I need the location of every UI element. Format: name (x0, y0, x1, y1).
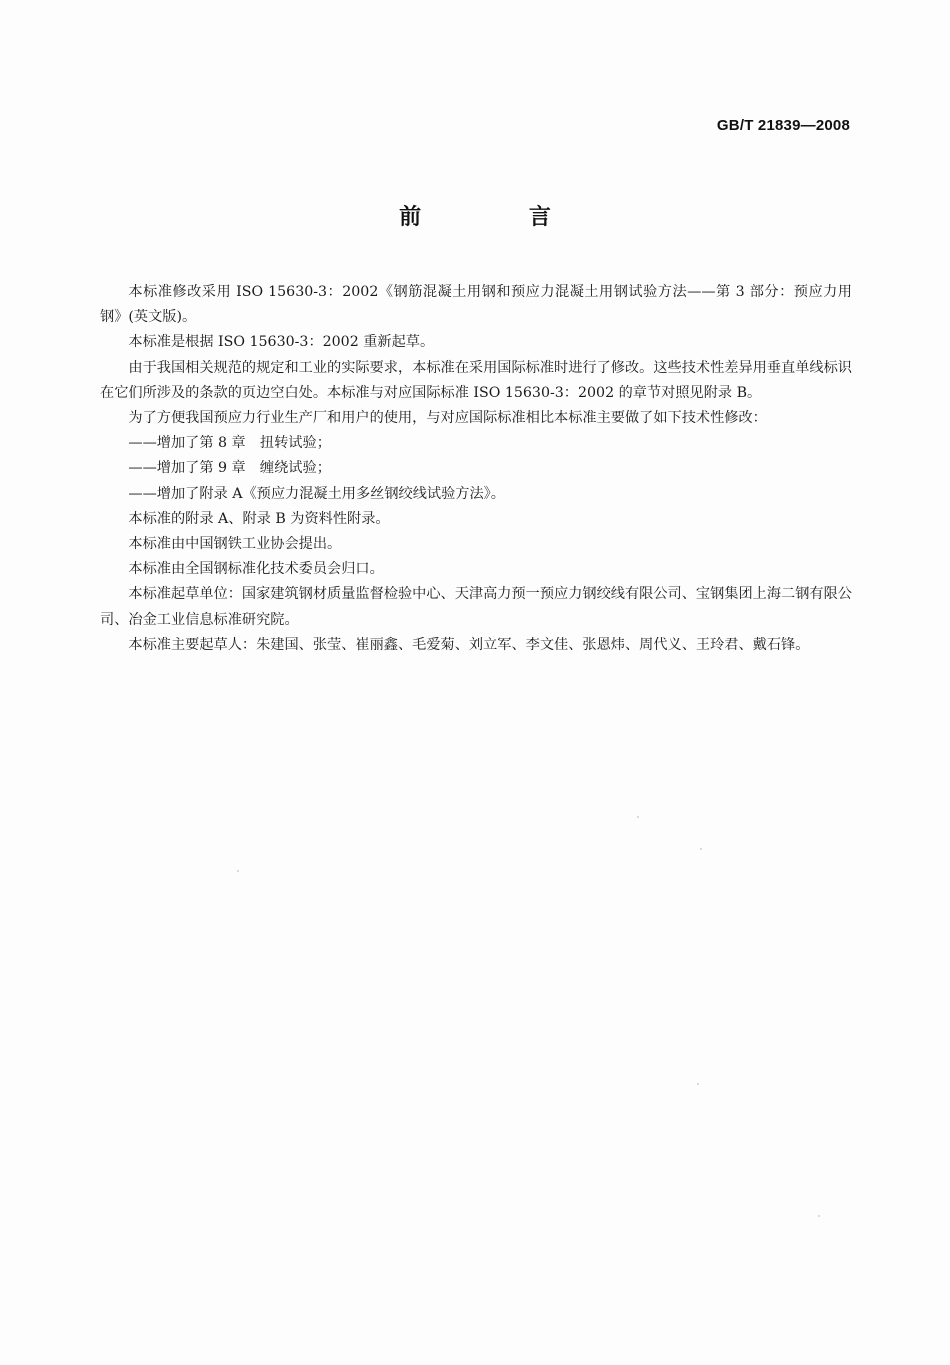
standard-number: GB/T 21839—2008 (716, 117, 850, 134)
paragraph-redrafted: 本标准是根据 ISO 15630-3：2002 重新起草。 (128, 334, 435, 351)
list-item-annex-a: ——增加了附录 A《预应力混凝土用多丝钢绞线试验方法》。 (128, 485, 505, 502)
paragraph-proposed-by: 本标准由中国钢铁工业协会提出。 (128, 536, 342, 553)
scan-speck (697, 1083, 699, 1085)
scan-speck (237, 870, 239, 872)
paragraph-modifications: 由于我国相关规范的规定和工业的实际要求，本标准在采用国际标准时进行了修改。这些技术性差异用垂直单线标识在它们所涉及的条款的页边空白处。本标准与对应国际标准 ISO 15630-3：2002 的章节对照见附录 B。 (100, 359, 852, 401)
paragraph-adoption: 本标准修改采用 ISO 15630-3：2002《钢筋混凝土用钢和预应力混凝土用钢试验方法——第 3 部分：预应力用钢》(英文版)。 (100, 284, 852, 326)
scan-speck (818, 1215, 820, 1217)
scan-speck (637, 816, 639, 818)
paragraph-centralized-by: 本标准由全国钢标准化技术委员会归口。 (128, 561, 384, 578)
list-item-chapter-9: ——增加了第 9 章 缠绕试验； (128, 460, 331, 477)
paragraph-technical-changes: 为了方便我国预应力行业生产厂和用户的使用，与对应国际标准相比本标准主要做了如下技术性修改： (128, 410, 767, 427)
list-item-chapter-8: ——增加了第 8 章 扭转试验； (128, 435, 331, 452)
paragraph-drafting-units: 本标准起草单位：国家建筑钢材质量监督检验中心、天津高力预一预应力钢绞线有限公司、宝钢集团上海二钢有限公司、冶金工业信息标准研究院。 (100, 586, 852, 628)
scan-speck (700, 848, 702, 850)
page-title: 前 言 (399, 205, 601, 230)
foreword-body (100, 280, 852, 658)
paragraph-annexes: 本标准的附录 A、附录 B 为资料性附录。 (128, 510, 390, 527)
paragraph-drafters: 本标准主要起草人：朱建国、张莹、崔丽鑫、毛爱菊、刘立军、李文佳、张恩炜、周代义、王玲君、戴石锋。 (128, 636, 810, 653)
